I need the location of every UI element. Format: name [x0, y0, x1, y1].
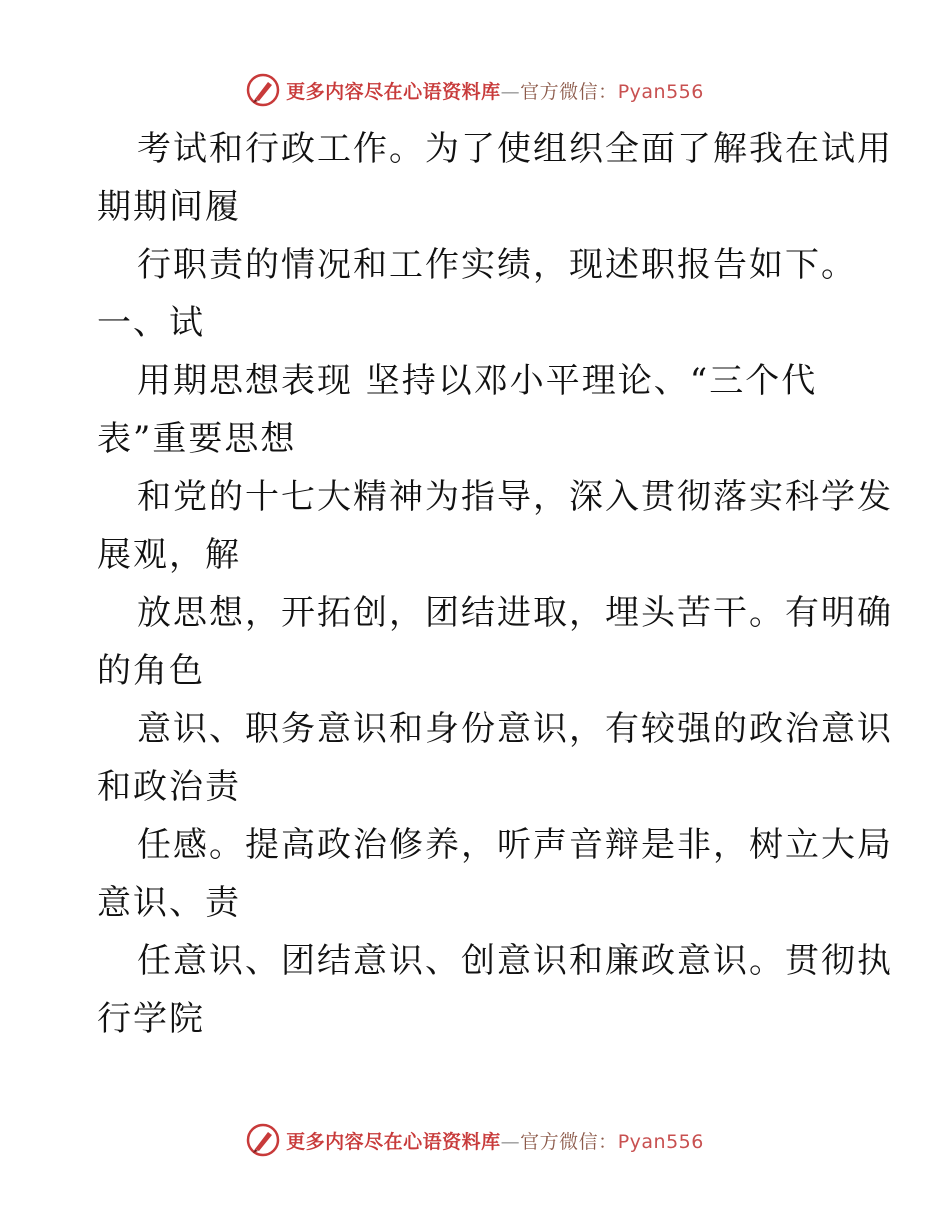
body-line: 表”重要思想	[97, 419, 297, 459]
body-line: 意识、职务意识和身份意识，有较强的政治意识	[137, 709, 893, 749]
body-line: 行学院	[97, 999, 205, 1039]
watermark-separator: —	[500, 80, 521, 103]
body-line: 期期间履	[97, 187, 241, 227]
body-line: 意识、责	[97, 883, 241, 923]
body-line: 一、试	[97, 303, 205, 343]
body-line: 放思想，开拓创，团结进取，埋头苦干。有明确	[137, 593, 893, 633]
watermark-text	[286, 77, 704, 104]
body-line: 和党的十七大精神为指导，深入贯彻落实科学发	[137, 477, 893, 517]
watermark-handle: Pyan556	[617, 1130, 704, 1153]
watermark-separator: —	[500, 1130, 521, 1153]
body-line: 和政治责	[97, 767, 241, 807]
quill-pen-icon	[246, 1123, 280, 1157]
watermark-header	[0, 70, 950, 110]
body-line: 行职责的情况和工作实绩，现述职报告如下。	[137, 245, 857, 285]
body-line: 用期思想表现 坚持以邓小平理论、“三个代	[137, 361, 818, 401]
body-line: 展观，解	[97, 535, 241, 575]
body-line: 任感。提高政治修养，听声音辩是非，树立大局	[137, 825, 893, 865]
quill-pen-icon	[246, 73, 280, 107]
watermark-handle: Pyan556	[617, 80, 704, 103]
watermark-text	[286, 1127, 704, 1154]
body-line: 的角色	[97, 651, 205, 691]
watermark-sub-text: 官方微信：	[520, 80, 618, 103]
document-body	[97, 120, 893, 1048]
watermark-main-text: 更多内容尽在心语资料库	[286, 80, 501, 103]
body-line: 考试和行政工作。为了使组织全面了解我在试用	[137, 129, 893, 169]
watermark-footer	[0, 1120, 950, 1160]
watermark-main-text: 更多内容尽在心语资料库	[286, 1130, 501, 1153]
watermark-sub-text: 官方微信：	[520, 1130, 618, 1153]
body-line: 任意识、团结意识、创意识和廉政意识。贯彻执	[137, 941, 893, 981]
